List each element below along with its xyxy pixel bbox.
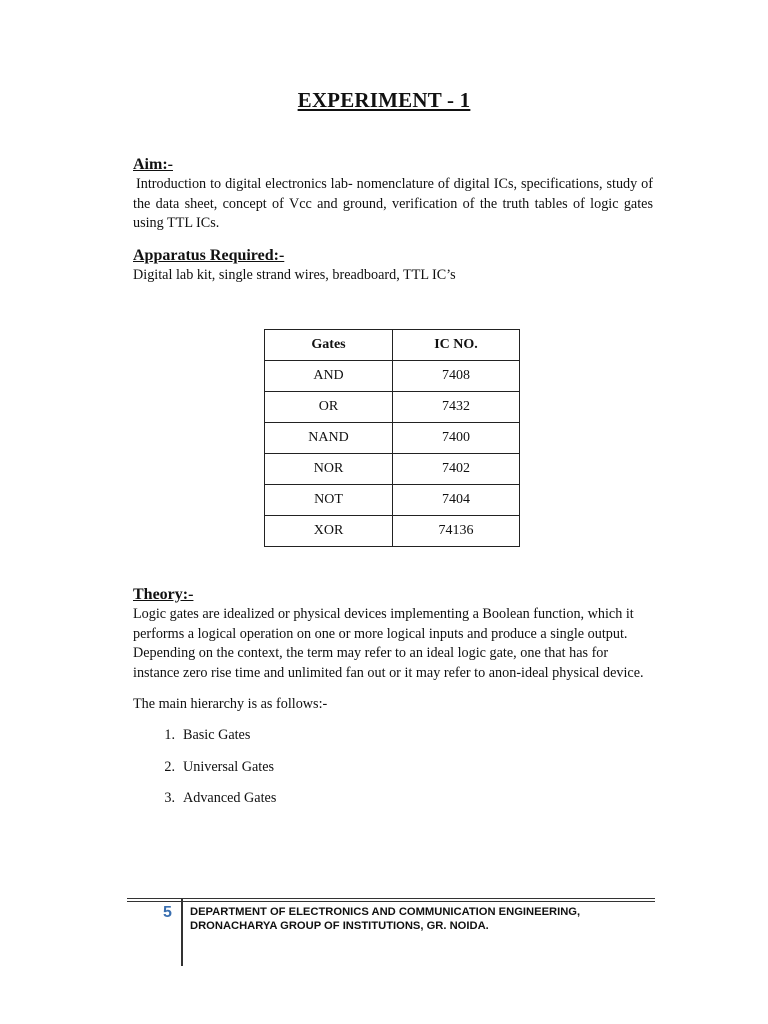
gate-cell: NOR (265, 454, 393, 485)
table-row (265, 485, 520, 516)
footer-text (190, 905, 580, 933)
table-row (265, 454, 520, 485)
gate-cell: XOR (265, 516, 393, 547)
hierarchy-list (133, 727, 276, 822)
footer-divider (127, 898, 655, 899)
list-item-label: Basic Gates (183, 727, 251, 743)
ic-number-cell: 7408 (393, 361, 520, 392)
list-item (133, 759, 276, 791)
gate-cell: NAND (265, 423, 393, 454)
list-item-number: 1. (164, 727, 175, 743)
ic-table-header-row (265, 330, 520, 361)
list-item (133, 790, 276, 822)
page-number: 5 (163, 904, 172, 921)
ic-number-cell: 7400 (393, 423, 520, 454)
list-item-number: 3. (164, 790, 175, 806)
gate-cell: AND (265, 361, 393, 392)
list-item-label: Advanced Gates (183, 790, 277, 806)
table-row (265, 423, 520, 454)
gate-cell: NOT (265, 485, 393, 516)
ic-table (264, 329, 520, 547)
list-item-number: 2. (164, 758, 175, 775)
aim-heading: Aim:- (133, 156, 173, 173)
list-item-label: Universal Gates (183, 758, 275, 775)
table-row (265, 361, 520, 392)
ic-number-cell: 7432 (393, 392, 520, 423)
footer-institution: DRONACHARYA GROUP OF INSTITUTIONS, GR. NOIDA. (190, 920, 489, 932)
footer-vertical-divider (181, 898, 183, 966)
ic-number-cell: 7404 (393, 485, 520, 516)
list-item (133, 727, 276, 759)
apparatus-text: Digital lab kit, single strand wires, breadboard, TTL IC’s (133, 267, 456, 283)
aim-text: Introduction to digital electronics lab- nomenclature of digital ICs, specifications, study of the data sheet, concept of Vcc and ground, verification of the truth tables of logic gates using TTL ICs. (133, 176, 653, 231)
ic-number-cell: 74136 (393, 516, 520, 547)
gate-cell: OR (265, 392, 393, 423)
ic-table-header-gates: Gates (265, 330, 393, 361)
table-row (265, 392, 520, 423)
table-row (265, 516, 520, 547)
footer-divider (127, 901, 655, 902)
apparatus-heading: Apparatus Required:- (133, 247, 285, 264)
ic-number-cell: 7402 (393, 454, 520, 485)
theory-text: Logic gates are idealized or physical devices implementing a Boolean function, which it performs a logical operation on one or more logical inputs and produce a single output. Depending on the context, the term may refer to an ideal logic gate, one that has for instance zero rise time and unlimited fan out or it may refer to anon-ideal physical device. (133, 606, 644, 681)
theory-heading: Theory:- (133, 586, 194, 603)
page-title: EXPERIMENT - 1 (297, 88, 471, 112)
hierarchy-intro: The main hierarchy is as follows:- (133, 696, 328, 712)
footer-department: DEPARTMENT OF ELECTRONICS AND COMMUNICATION ENGINEERING, (190, 906, 581, 918)
ic-table-header-icno: IC NO. (393, 330, 520, 361)
